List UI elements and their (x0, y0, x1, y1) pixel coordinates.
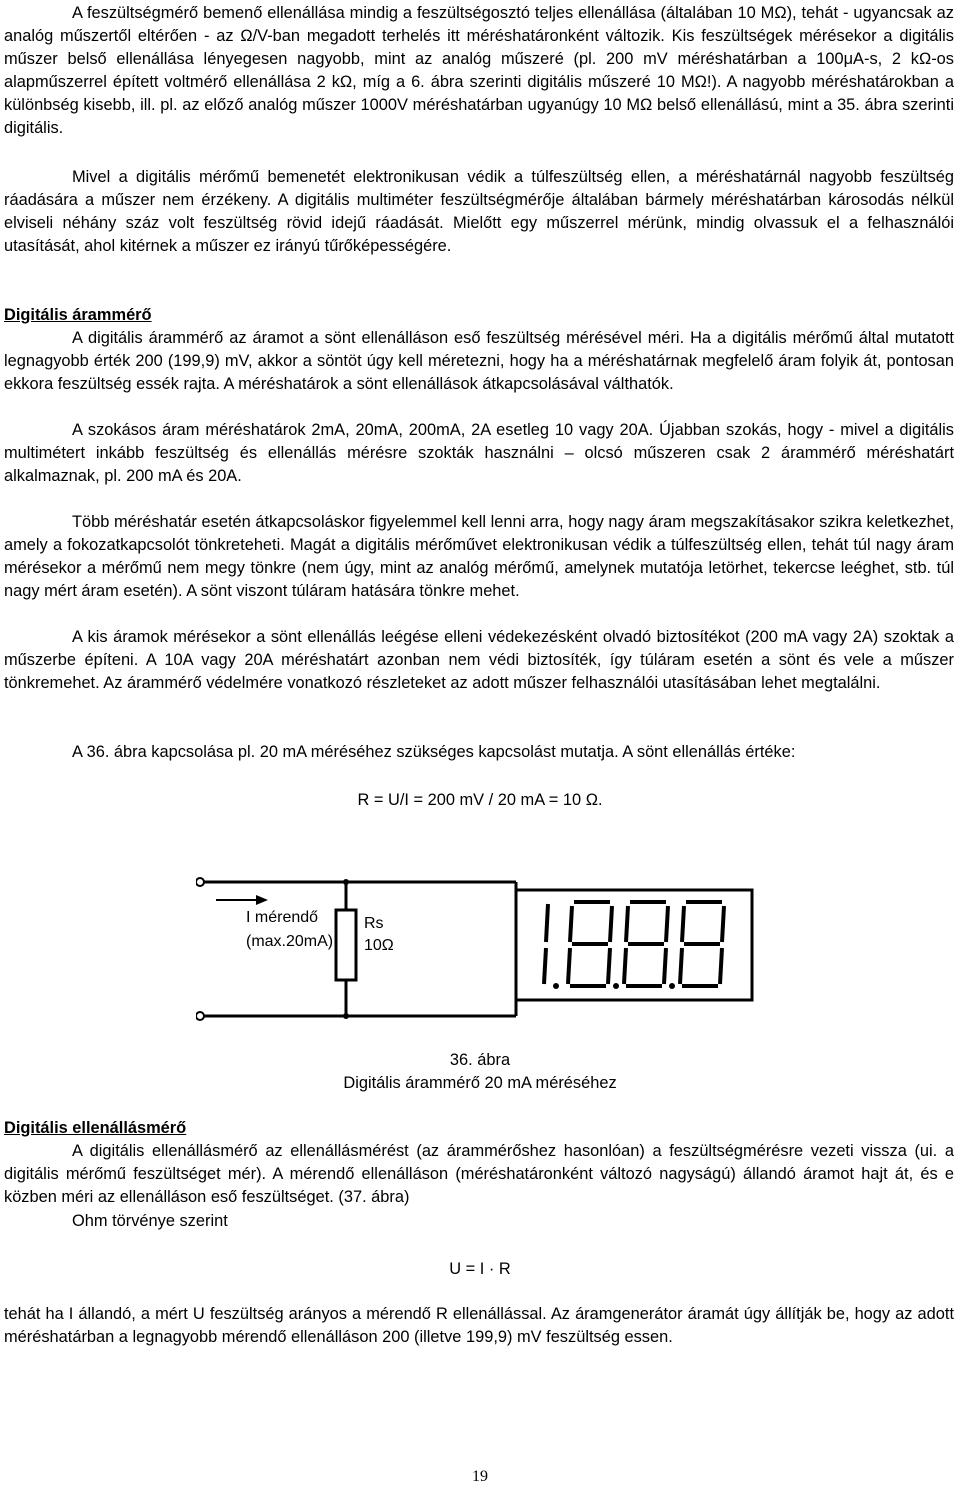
input-terminal-top (196, 878, 204, 886)
page-number: 19 (472, 1468, 488, 1485)
paragraph-current-ranges: A szokásos áram méréshatárok 2mA, 20mA, 200mA, 2A esetleg 10 vagy 20A. Újabban szokás, hogy - mivel a digitális multimétert inkább feszültség és ellenállás mérésre szokták használni – olcsó műszeren csak 2 árammérő méréshatárt alkalmaznak, pl. 200 mA és 20A. (4, 421, 954, 485)
label-shunt-value: 10Ω (364, 937, 394, 954)
paragraph-input-resistance: A feszültségmérő bemenő ellenállása mindig a feszültségosztó teljes ellenállása (általában 10 MΩ), tehát - ugyancsak az analóg műszertől eltérően - az Ω/V-ban megadott terhelés itt méréshatáronként változik. Kis feszültségek mérésekor a digitális műszer belső ellenállása lényegesen nagyobb, mint az analóg műszeré (pl. 200 mV méréshatárban a 100μA-s, 2 kΩ-os alapműszerrel épített voltmérő ellenállása 2 kΩ, míg a 6. ábra szerinti digitális műszeré 10 MΩ!). A nagyobb méréshatárokban a különbség kisebb, ill. pl. az előző analóg műszer 1000V méréshatárban ugyanúgy 10 MΩ belső ellenállású, mint a 35. ábra szerinti digitális. (4, 4, 954, 137)
paragraph-figure-reference: A 36. ábra kapcsolása pl. 20 mA méréséhez szükséges kapcsolást mutatja. A sönt ellenállás értéke: (72, 743, 796, 761)
paragraph-shunt-measurement: A digitális árammérő az áramot a sönt ellenálláson eső feszültség mérésével méri. Ha a digitális mérőmű által mutatott legnagyobb érték 200 (199,9) mV, akkor a söntöt úgy kell méretezni, hogy ha a méréshatárnak megfelelő áram folyik át, pontosan ekkora feszültség essék rajta. A méréshatárok a sönt ellenállások átkapcsolásával válthatók. (4, 329, 954, 393)
input-terminal-bottom (196, 1012, 204, 1020)
figure-caption-number: 36. ábra (449, 1051, 511, 1069)
paragraph-ohmmeter-principle: A digitális ellenállásmérő az ellenállásmérést (az árammérőshez hasonlóan) a feszültségmérésre vezeti vissza (ui. a digitális mérőmű feszültséget mér). A mérendő ellenálláson (méréshatáronként változó nagyságú) állandó áramot hajt át, és e közben méri az ellenálláson eső feszültséget. (37. ábra) (4, 1142, 954, 1206)
paragraph-ohm-conclusion: tehát ha I állandó, a mért U feszültség arányos a mérendő R ellenállással. Az áramgenerátor áramát úgy állítják be, hogy az adott méréshatárban a legnagyobb mérendő ellenálláson 200 (illetve 199,9) mV feszültség essen. (4, 1305, 954, 1346)
label-shunt-name: Rs (364, 915, 384, 932)
section-heading-current-meter: Digitális árammérő (4, 306, 152, 324)
label-current-measured: I mérendő (246, 909, 319, 926)
paragraph-overvoltage-protection: Mivel a digitális mérőmű bemenetét elektronikusan védik a túlfeszültség ellen, a méréshatárnál nagyobb feszültség ráadására a műszer nem érzékeny. A digitális multiméter feszültségmérője általában bármely méréshatárban károsodás nélkül elviseli néhány száz volt feszültség rövid idejű ráadását. Mielőtt egy műszerrel mérünk, mindig olvassuk el a felhasználói utasítását, ahol kitérnek a műszer ez irányú tűrőképességére. (4, 168, 954, 255)
circuit-diagram (196, 860, 756, 1030)
formula-ohm-law: U = I · R (449, 1260, 511, 1278)
formula-shunt-resistance: R = U/I = 200 mV / 20 mA = 10 Ω. (357, 791, 603, 809)
paragraph-ohm-law-intro: Ohm törvénye szerint (72, 1212, 228, 1230)
label-current-max: (max.20mA) (246, 933, 334, 950)
section-heading-ohmmeter: Digitális ellenállásmérő (4, 1119, 187, 1137)
figure-caption-title: Digitális árammérő 20 mA méréséhez (343, 1074, 617, 1092)
shunt-resistor (336, 910, 356, 980)
paragraph-range-switching: Több méréshatár esetén átkapcsoláskor figyelemmel kell lenni arra, hogy nagy áram megszakításakor szikra keletkezhet, amely a fokozatkapcsolót tönkreteheti. Magát a digitális mérőművet elektronikusan védik a túlfeszültség ellen, tehát túl nagy áram mérésekor a mérőmű nem megy tönkre (nem úgy, mint az analóg mérőmű, amelynek mutatója letörhet, tekercse leéghet, stb. túl nagy mért áram esetén). A sönt viszont túláram hatására tönkre mehet. (4, 513, 954, 600)
paragraph-fuse-protection: A kis áramok mérésekor a sönt ellenállás leégése elleni védekezésként olvadó biztosítékot (200 mA vagy 2A) szoktak a műszerbe építeni. A 10A vagy 20A méréshatárt azonban nem védi biztosíték, így túláram esetén a sönt és vele a műszer tönkremehet. Az árammérő védelmére vonatkozó részleteket az adott műszer felhasználói utasításában lehet megtalálni. (4, 628, 954, 692)
